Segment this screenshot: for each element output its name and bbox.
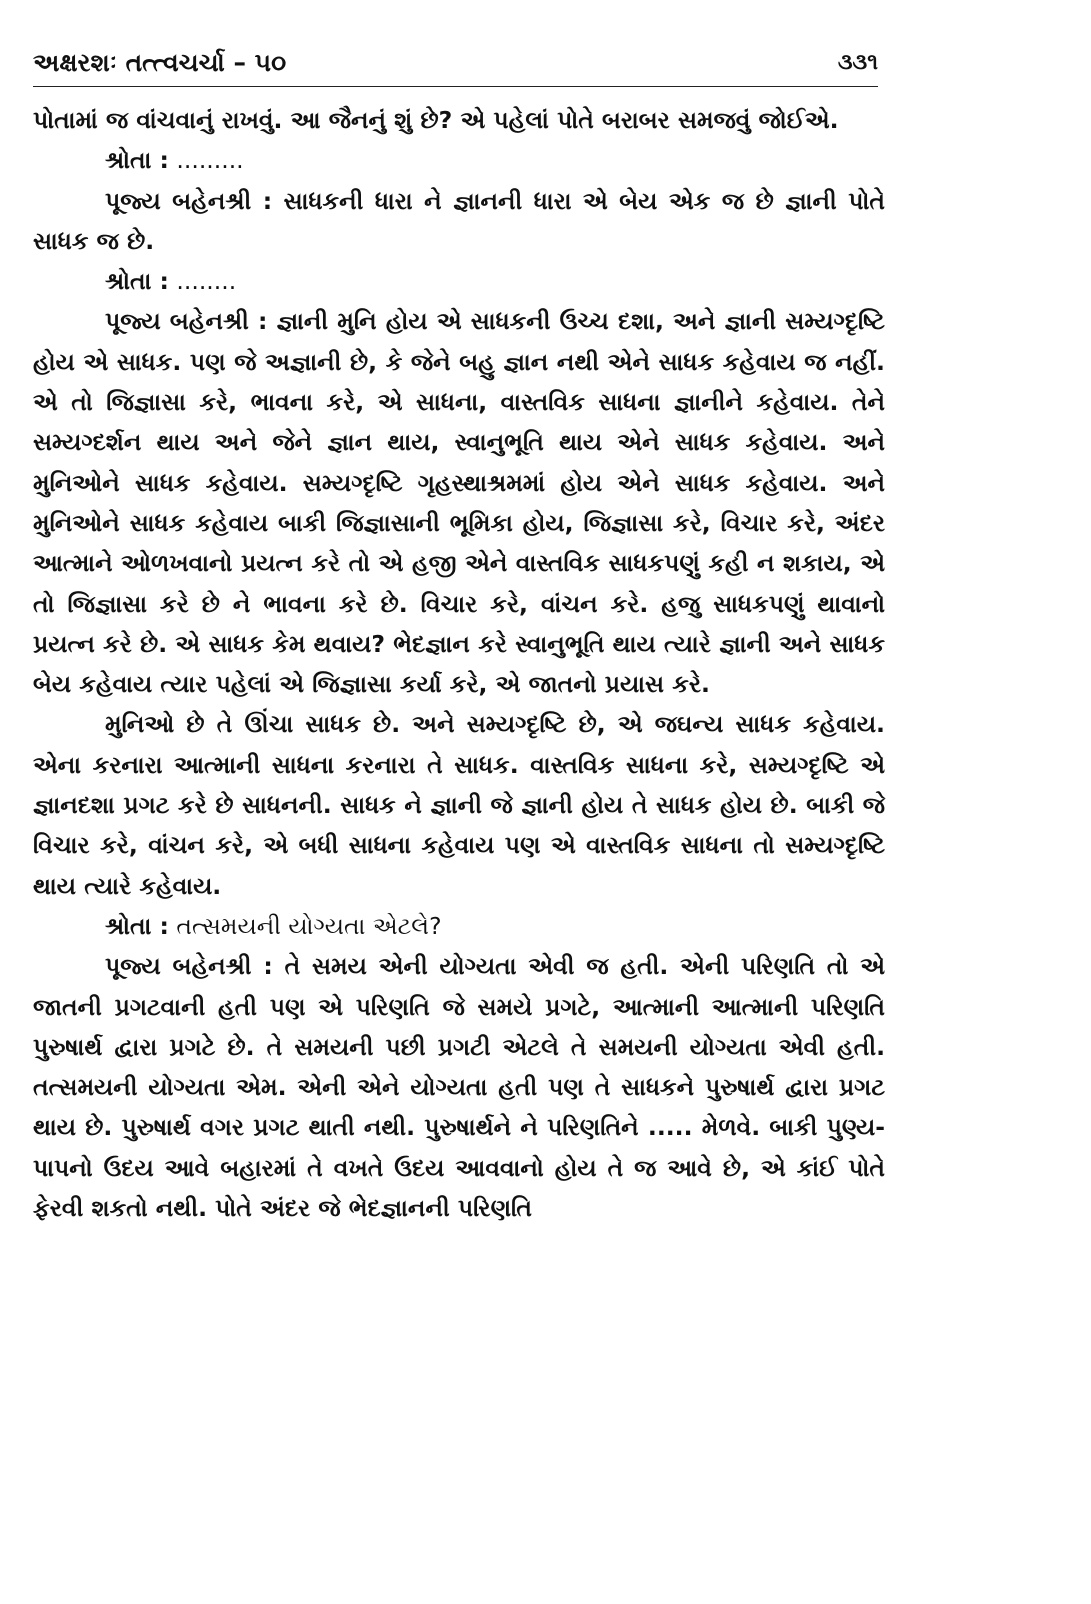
- dialogue-listener: [33, 261, 885, 301]
- dialogue-text: સાધકની ધારા ને જ્ઞાનની ધારા એ બેય એક જ છે જ્ઞાની પોતે સાધક જ છે.: [33, 186, 885, 255]
- dialogue-text: જ્ઞાની મુનિ હોય એ સાધકની ઉચ્ચ દશા, અને જ્ઞાની સમ્યગ્દૃષ્ટિ હોય એ સાધક. પણ જે અજ્ઞાની છે, કે જેને બહુ જ્ઞાન નથી એને સાધક કહેવાય જ નહીં. એ તો જિજ્ઞાસા કરે, ભાવના કરે, એ સાધના, વાસ્તવિક સાધના જ્ઞાનીને કહેવાય. તેને સમ્યગ્દર્શન થાય અને જેને જ્ઞાન થાય, સ્વાનુભૂતિ થાય એને સાધક કહેવાય. અને મુનિઓને સાધક કહેવાય. સમ્યગ્દૃષ્ટિ ગૃહસ્થાશ્રમમાં હોય એને સાધક કહેવાય. અને મુનિઓને સાધક કહેવાય બાકી જિજ્ઞાસાની ભૂમિકા હોય, જિજ્ઞાસા કરે, વિચાર કરે, અંદર આત્માને ઓળખવાનો પ્રયત્ન કરે તો એ હજી એને વાસ્તવિક સાધકપણું કહી ન શકાય, એ તો જિજ્ઞાસા કરે છે ને ભાવના કરે છે. વિચાર કરે, વાંચન કરે. હજુ સાધકપણું થાવાનો પ્રયત્ન કરે છે. એ સાધક કેમ થવાય? ભેદજ્ઞાન કરે સ્વાનુભૂતિ થાય ત્યારે જ્ઞાની અને સાધક બેય કહેવાય ત્યાર પહેલાં એ જિજ્ઞાસા કર્યા કરે, એ જાતનો પ્રયાસ કરે.: [33, 307, 885, 699]
- body-text: [33, 100, 885, 1228]
- speaker-label: શ્રોતા :: [105, 146, 169, 175]
- speaker-label: પૂજ્ય બહેનશ્રી :: [105, 186, 273, 215]
- dialogue-listener: [33, 906, 885, 946]
- speaker-label: પૂજ્ય બહેનશ્રી :: [105, 307, 268, 336]
- paragraph-text: પોતામાં જ વાંચવાનું રાખવું. આ જૈનનું શું છે? એ પહેલાં પોતે બરાબર સમજવું જોઈએ.: [33, 106, 839, 134]
- dialogue-text: તે સમય એની યોગ્યતા એવી જ હતી. એની પરિણતિ તો એ જાતની પ્રગટવાની હતી પણ એ પરિણતિ જે સમયે પ્રગટે, આત્માની આત્માની પરિણતિ પુરુષાર્થ દ્વારા પ્રગટે છે. તે સમયની પછી પ્રગટી એટલે તે સમયની યોગ્યતા એવી હતી. તત્સમયની યોગ્યતા એમ. એની એને યોગ્યતા હતી પણ તે સાધકને પુરુષાર્થ દ્વારા પ્રગટ થાય છે. પુરુષાર્થ વગર પ્રગટ થાતી નથી. પુરુષાર્થને ને પરિણતિને ..... મેળવે. બાકી પુણ્ય-પાપનો ઉદય આવે બહારમાં તે વખતે ઉદય આવવાનો હોય તે જ આવે છે, એ કાંઈ પોતે ફેરવી શકતો નથી. પોતે અંદર જે ભેદજ્ઞાનની પરિણતિ: [33, 952, 885, 1223]
- dialogue-bahenshri: [33, 946, 885, 1228]
- speaker-label: પૂજ્ય બહેનશ્રી :: [105, 952, 273, 981]
- dialogue-bahenshri: [33, 181, 885, 262]
- running-header: [33, 42, 878, 87]
- paragraph-text: મુનિઓ છે તે ઊંચા સાધક છે. અને સમ્યગ્દૃષ્ટિ છે, એ જઘન્ય સાધક કહેવાય. એના કરનારા આત્માની સાધના કરનારા તે સાધક. વાસ્તવિક સાધના કરે, સમ્યગ્દૃષ્ટિ એ જ્ઞાનદશા પ્રગટ કરે છે સાધનની. સાધક ને જ્ઞાની જે જ્ઞાની હોય તે સાધક હોય છે. બાકી જે વિચાર કરે, વાંચન કરે, એ બધી સાધના કહેવાય પણ એ વાસ્તવિક સાધના તો સમ્યગ્દૃષ્ટિ થાય ત્યારે કહેવાય.: [33, 710, 885, 900]
- dialogue-bahenshri: [33, 301, 885, 704]
- page-number: ૩૩૧: [837, 50, 878, 75]
- dialogue-text: તત્સમયની યોગ્યતા એટલે?: [168, 911, 442, 940]
- dialogue-text: .........: [168, 146, 244, 175]
- dialogue-listener: [33, 140, 885, 180]
- paragraph-continuation: [33, 100, 885, 140]
- dialogue-text: ........: [168, 267, 237, 296]
- header-title: અક્ષરશઃ તત્ત્વચર્ચા – ૫૦: [33, 48, 287, 77]
- speaker-label: શ્રોતા :: [105, 911, 169, 940]
- speaker-label: શ્રોતા :: [105, 267, 169, 296]
- paragraph: [33, 704, 885, 905]
